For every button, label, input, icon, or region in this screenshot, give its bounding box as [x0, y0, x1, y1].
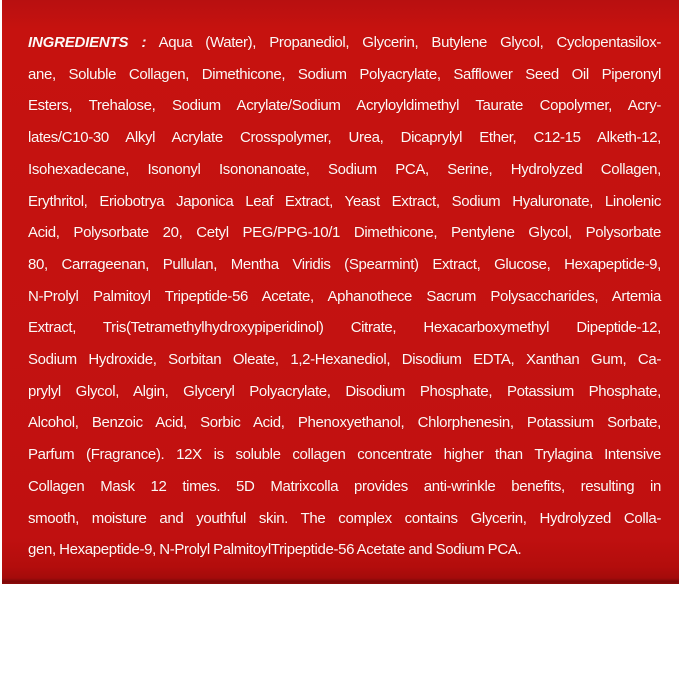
- ingredients-paragraph: [28, 27, 661, 566]
- ingredient-line: Alcohol, Benzoic Acid, Sorbic Acid, Phenoxyethanol, Chlorphenesin, Potassium Sorbate,: [28, 414, 661, 432]
- ingredient-line: Parfum (Fragrance). 12X is soluble collagen concentrate higher than Trylagina Intensive: [28, 446, 661, 464]
- ingredient-line: N-Prolyl Palmitoyl Tripeptide-56 Acetate, Aphanothece Sacrum Polysaccharides, Artemia: [28, 287, 661, 305]
- ingredient-line: Esters, Trehalose, Sodium Acrylate/Sodium Acryloyldimethyl Taurate Copolymer, Acry-: [28, 97, 661, 115]
- ingredient-line: prylyl Glycol, Algin, Glyceryl Polyacrylate, Disodium Phosphate, Potassium Phosphate,: [28, 382, 661, 400]
- ingredient-line: 80, Carrageenan, Pullulan, Mentha Viridis (Spearmint) Extract, Glucose, Hexapeptide-9,: [28, 255, 661, 273]
- ingredient-line: Acid, Polysorbate 20, Cetyl PEG/PPG-10/1 Dimethicone, Pentylene Glycol, Polysorbate: [28, 224, 661, 242]
- ingredient-line: Sodium Hydroxide, Sorbitan Oleate, 1,2-Hexanediol, Disodium EDTA, Xanthan Gum, Ca-: [28, 351, 661, 369]
- bottom-page-margin: [0, 584, 679, 679]
- ingredient-line: ane, Soluble Collagen, Dimethicone, Sodium Polyacrylate, Safflower Seed Oil Piperonyl: [28, 65, 661, 83]
- ingredient-line: Isohexadecane, Isononyl Isononanoate, Sodium PCA, Serine, Hydrolyzed Collagen,: [28, 160, 661, 178]
- ingredient-line: Erythritol, Eriobotrya Japonica Leaf Extract, Yeast Extract, Sodium Hyaluronate, Linolenic: [28, 192, 661, 210]
- ingredients-panel: [2, 0, 679, 584]
- ingredient-line: INGREDIENTS : Aqua (Water), Propanediol, Glycerin, Butylene Glycol, Cyclopentasilox-: [28, 34, 661, 51]
- ingredient-line: smooth, moisture and youthful skin. The complex contains Glycerin, Hydrolyzed Colla-: [28, 509, 661, 527]
- ingredient-line: Extract, Tris(Tetramethylhydroxypiperidinol) Citrate, Hexacarboxymethyl Dipeptide-12,: [28, 319, 661, 337]
- ingredient-line: lates/C10-30 Alkyl Acrylate Crosspolymer, Urea, Dicaprylyl Ether, C12-15 Alketh-12,: [28, 129, 661, 147]
- ingredient-line: Collagen Mask 12 times. 5D Matrixcolla provides anti-wrinkle benefits, resulting in: [28, 477, 661, 495]
- ingredient-line: gen, Hexapeptide-9, N-Prolyl PalmitoylTripeptide-56 Acetate and Sodium PCA.: [28, 541, 522, 559]
- ingredients-heading-label: INGREDIENTS :: [28, 34, 147, 51]
